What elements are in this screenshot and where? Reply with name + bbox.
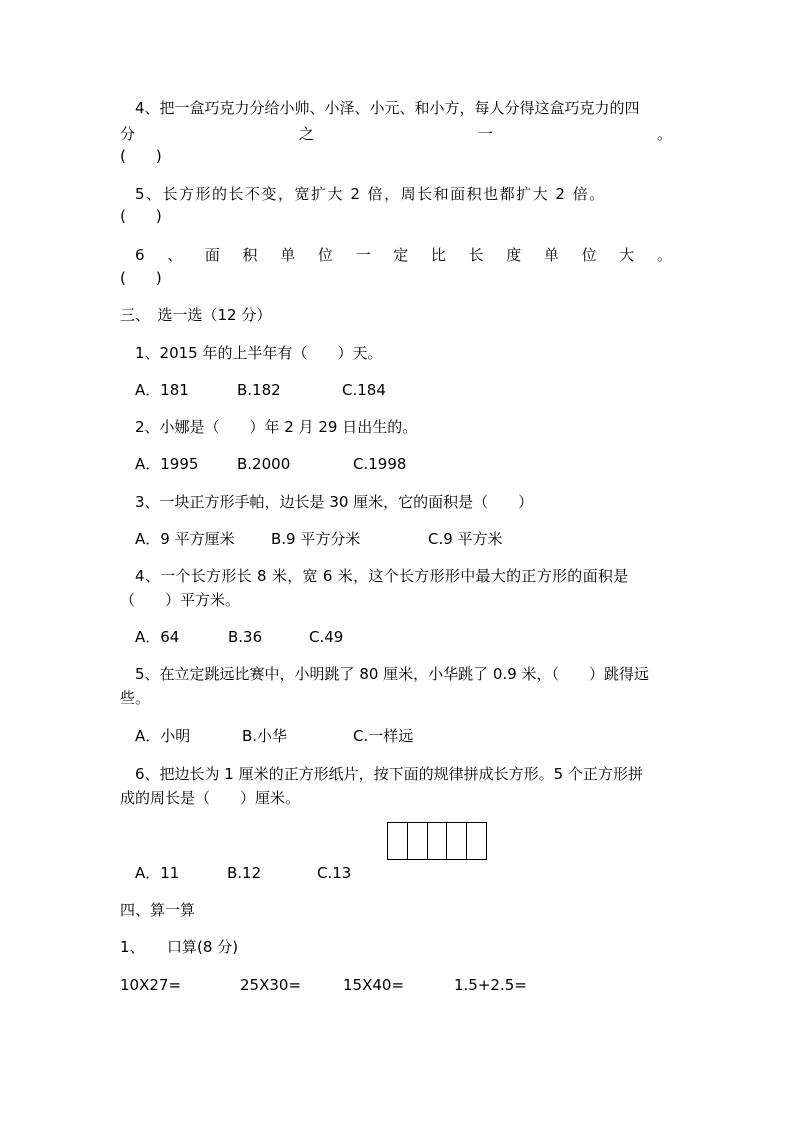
judge-q4-paren: ( ) — [120, 147, 162, 165]
s3-q1-options: A．181 B.182 C.184 — [135, 381, 386, 399]
calc-item: 1.5+2.5= — [454, 976, 527, 994]
s3-q3-text: 3、一块正方形手帕，边长是 30 厘米，它的面积是（ ） — [135, 493, 534, 511]
calc-item: 25X30= — [240, 976, 302, 994]
s3-q2-options: A．1995 B.2000 C.1998 — [135, 455, 407, 473]
s3-q4-text2: （ ）平方米。 — [120, 591, 241, 609]
five-squares-figure — [387, 822, 487, 860]
square-2 — [408, 823, 428, 859]
judge-q4-line1: 4、把一盒巧克力分给小帅、小泽、小元、和小方，每人分得这盒巧克力的四 — [135, 99, 640, 117]
section4-sub: 1、 口算(8 分) — [120, 938, 239, 956]
calc-item: 15X40= — [343, 976, 405, 994]
s3-q6-text2: 成的周长是（ ）厘米。 — [120, 789, 301, 807]
square-3 — [428, 823, 448, 859]
s3-q5-options: A．小明 B.小华 C.一样远 — [135, 727, 414, 745]
judge-q5-paren: ( ) — [120, 207, 162, 225]
judge-q4-line2: 分 之 一 。 — [120, 125, 672, 143]
s3-q6-options: A．11 B.12 C.13 — [135, 864, 352, 882]
section3-heading: 三、 选一选（12 分） — [120, 306, 272, 324]
s3-q3-options: A．9 平方厘米 B.9 平方分米 C.9 平方米 — [135, 530, 503, 548]
calc-row — [120, 975, 527, 995]
s3-q2-text: 2、小娜是（ ）年 2 月 29 日出生的。 — [135, 418, 418, 436]
s3-q5-text: 5、在立定跳远比赛中，小明跳了 80 厘米，小华跳了 0.9 米，（ ）跳得远 — [135, 665, 650, 683]
s3-q4-text: 4、一个长方形长 8 米，宽 6 米，这个长方形形中最大的正方形的面积是 — [135, 567, 629, 585]
judge-q6-paren: ( ) — [120, 269, 162, 287]
calc-item: 10X27= — [120, 976, 182, 994]
s3-q6-text: 6、把边长为 1 厘米的正方形纸片，按下面的规律拼成长方形。5 个正方形拼 — [135, 765, 643, 783]
judge-q6-line1: 6 、 面 积 单 位 一 定 比 长 度 单 位 大 。 — [135, 246, 672, 264]
s3-q1-text: 1、2015 年的上半年有（ ）天。 — [135, 344, 383, 362]
square-5 — [467, 823, 486, 859]
square-1 — [388, 823, 408, 859]
s3-q4-options: A．64 B.36 C.49 — [135, 628, 344, 646]
judge-q5-line1: 5、长方形的长不变，宽扩大 2 倍，周长和面积也都扩大 2 倍。 — [135, 185, 606, 203]
s3-q5-text2: 些。 — [120, 689, 151, 707]
square-4 — [447, 823, 467, 859]
section4-heading: 四、算一算 — [120, 901, 196, 919]
